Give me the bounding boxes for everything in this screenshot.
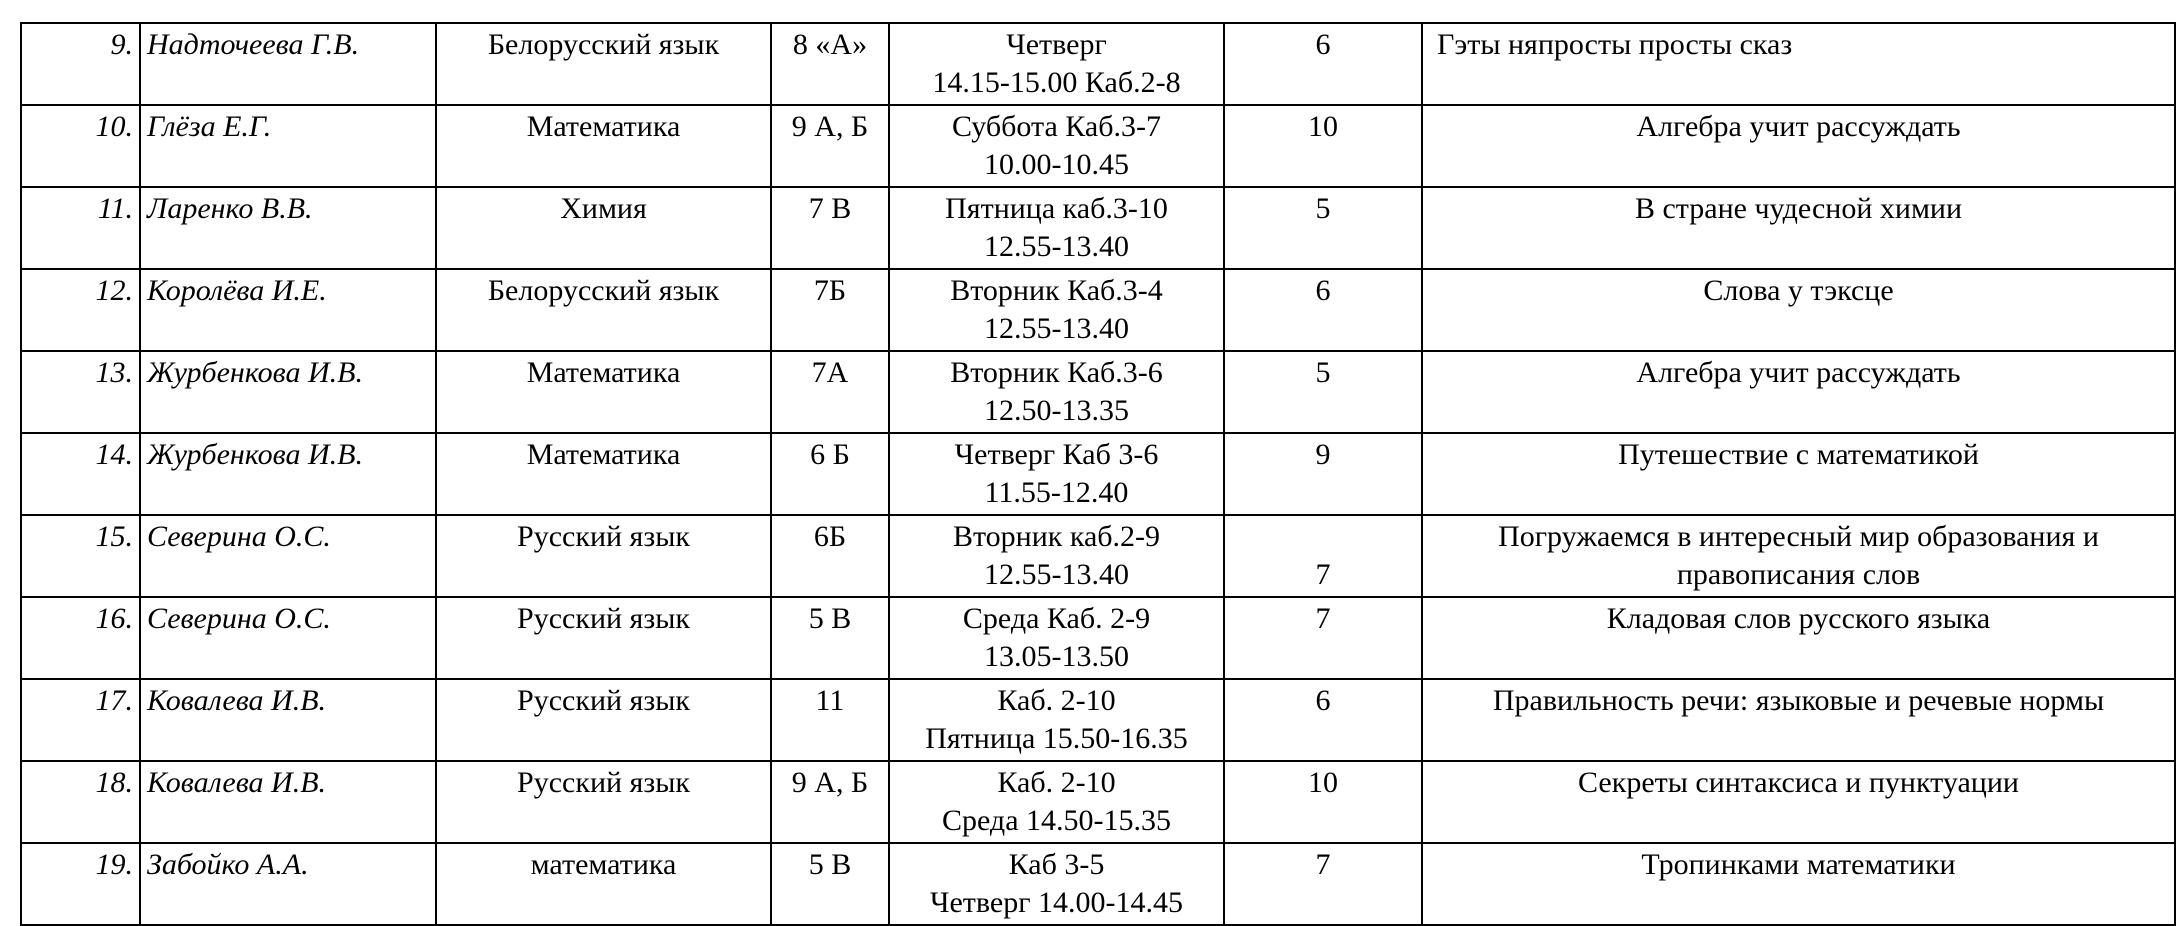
class-group: 8 «А»: [771, 23, 889, 105]
time-room: [889, 187, 1224, 269]
class-group: 9 А, Б: [771, 105, 889, 187]
table-row: [21, 843, 2175, 925]
time-line-1: Среда Каб. 2-9: [962, 602, 1151, 635]
subject: Математика: [436, 105, 771, 187]
time-room: [889, 269, 1224, 351]
student-count: 6: [1224, 269, 1422, 351]
table-row: [21, 351, 2175, 433]
row-number: 17.: [21, 679, 140, 761]
row-number: 9.: [21, 23, 140, 105]
time-room: [889, 515, 1224, 597]
topic-line-1: Алгебра учит рассуждать: [1636, 356, 1961, 389]
class-group: 5 В: [771, 597, 889, 679]
topic: [1422, 351, 2175, 433]
time-line-2: 12.55-13.40: [984, 558, 1129, 591]
class-group: 5 В: [771, 843, 889, 925]
topic-line-1: Правильность речи: языковые и речевые нормы: [1492, 684, 2105, 717]
student-count: 10: [1224, 105, 1422, 187]
class-group: 9 А, Б: [771, 761, 889, 843]
subject: Белорусский язык: [436, 23, 771, 105]
topic-line-2: правописания слов: [1676, 558, 1921, 591]
subject: Математика: [436, 433, 771, 515]
row-number: 14.: [21, 433, 140, 515]
time-line-2: 12.55-13.40: [984, 230, 1129, 263]
topic: [1422, 23, 2175, 105]
topic-line-1: Путешествие с математикой: [1618, 438, 1979, 471]
table-row: [21, 761, 2175, 843]
topic: [1422, 515, 2175, 597]
time-line-2: 12.50-13.35: [984, 394, 1129, 427]
subject: Химия: [436, 187, 771, 269]
student-count: 6: [1224, 679, 1422, 761]
row-number: 12.: [21, 269, 140, 351]
table-row: [21, 269, 2175, 351]
teacher-name: Забойко А.А.: [140, 843, 436, 925]
table-row: [21, 679, 2175, 761]
teacher-name: Северина О.С.: [140, 515, 436, 597]
time-room: [889, 843, 1224, 925]
time-room: [889, 23, 1224, 105]
time-line-1: Каб 3-5: [1008, 848, 1105, 881]
student-count: 7: [1224, 515, 1422, 597]
student-count: 6: [1224, 23, 1422, 105]
topic-line-1: Алгебра учит рассуждать: [1636, 110, 1961, 143]
topic: [1422, 269, 2175, 351]
time-line-2: Пятница 15.50-16.35: [925, 722, 1188, 755]
table-row: [21, 515, 2175, 597]
time-line-1: Четверг Каб 3-6: [954, 438, 1159, 471]
student-count: 10: [1224, 761, 1422, 843]
teacher-name: Надточеева Г.В.: [140, 23, 436, 105]
subject: Русский язык: [436, 515, 771, 597]
time-line-1: Каб. 2-10: [997, 766, 1116, 799]
topic-line-1: В стране чудесной химии: [1634, 192, 1963, 225]
row-number: 13.: [21, 351, 140, 433]
row-number: 15.: [21, 515, 140, 597]
topic-line-1: Слова у тэксце: [1703, 274, 1894, 307]
class-group: 11: [771, 679, 889, 761]
time-line-1: Вторник Каб.3-4: [950, 274, 1163, 307]
topic-line-1: Секреты синтаксиса и пунктуации: [1578, 766, 2019, 799]
teacher-name: Ковалева И.В.: [140, 679, 436, 761]
time-line-1: Каб. 2-10: [997, 684, 1116, 717]
time-line-2: 12.55-13.40: [984, 312, 1129, 345]
student-count: 5: [1224, 351, 1422, 433]
time-line-1: Четверг: [1006, 28, 1107, 61]
class-group: 7А: [771, 351, 889, 433]
time-room: [889, 679, 1224, 761]
teacher-name: Глёза Е.Г.: [140, 105, 436, 187]
row-number: 18.: [21, 761, 140, 843]
table-row: [21, 433, 2175, 515]
teacher-name: Журбенкова И.В.: [140, 433, 436, 515]
topic: [1422, 105, 2175, 187]
subject: Русский язык: [436, 597, 771, 679]
table-row: [21, 23, 2175, 105]
time-line-2: 11.55-12.40: [984, 476, 1129, 509]
time-line-2: 10.00-10.45: [984, 148, 1129, 181]
topic-line-1: Тропинками математики: [1641, 848, 1956, 881]
class-group: 6 Б: [771, 433, 889, 515]
table-row: [21, 187, 2175, 269]
table-row: [21, 597, 2175, 679]
class-group: 6Б: [771, 515, 889, 597]
topic: [1422, 597, 2175, 679]
time-line-1: Вторник каб.2-9: [952, 520, 1161, 553]
subject: Математика: [436, 351, 771, 433]
row-number: 10.: [21, 105, 140, 187]
row-number: 19.: [21, 843, 140, 925]
class-group: 7 В: [771, 187, 889, 269]
time-line-2: Среда 14.50-15.35: [942, 804, 1171, 837]
student-count: 7: [1224, 843, 1422, 925]
topic-line-1: Погружаемся в интересный мир образования и: [1498, 520, 2099, 553]
time-line-1: Суббота Каб.3-7: [952, 110, 1161, 143]
student-count: 9: [1224, 433, 1422, 515]
topic: [1422, 761, 2175, 843]
time-line-2: 13.05-13.50: [984, 640, 1129, 673]
topic: [1422, 843, 2175, 925]
row-number: 16.: [21, 597, 140, 679]
time-line-1: Пятница каб.3-10: [945, 192, 1168, 225]
teacher-name: Ковалева И.В.: [140, 761, 436, 843]
teacher-name: Королёва И.Е.: [140, 269, 436, 351]
row-number: 11.: [21, 187, 140, 269]
student-count: 5: [1224, 187, 1422, 269]
time-room: [889, 433, 1224, 515]
topic: [1422, 679, 2175, 761]
subject: Белорусский язык: [436, 269, 771, 351]
topic: [1422, 433, 2175, 515]
schedule-body: [21, 23, 2175, 925]
time-line-1: Вторник Каб.3-6: [950, 356, 1163, 389]
topic-line-1: Гэты няпросты просты сказ: [1437, 28, 1793, 61]
subject: математика: [436, 843, 771, 925]
teacher-name: Северина О.С.: [140, 597, 436, 679]
time-room: [889, 597, 1224, 679]
teacher-name: Журбенкова И.В.: [140, 351, 436, 433]
student-count: 7: [1224, 597, 1422, 679]
schedule-table: [20, 22, 2176, 926]
topic-line-1: Кладовая слов русского языка: [1606, 602, 1991, 635]
time-line-2: Четверг 14.00-14.45: [929, 886, 1184, 919]
time-room: [889, 105, 1224, 187]
subject: Русский язык: [436, 679, 771, 761]
subject: Русский язык: [436, 761, 771, 843]
time-room: [889, 351, 1224, 433]
time-room: [889, 761, 1224, 843]
teacher-name: Ларенко В.В.: [140, 187, 436, 269]
time-line-2: 14.15-15.00 Каб.2-8: [932, 66, 1181, 99]
table-row: [21, 105, 2175, 187]
class-group: 7Б: [771, 269, 889, 351]
topic: [1422, 187, 2175, 269]
